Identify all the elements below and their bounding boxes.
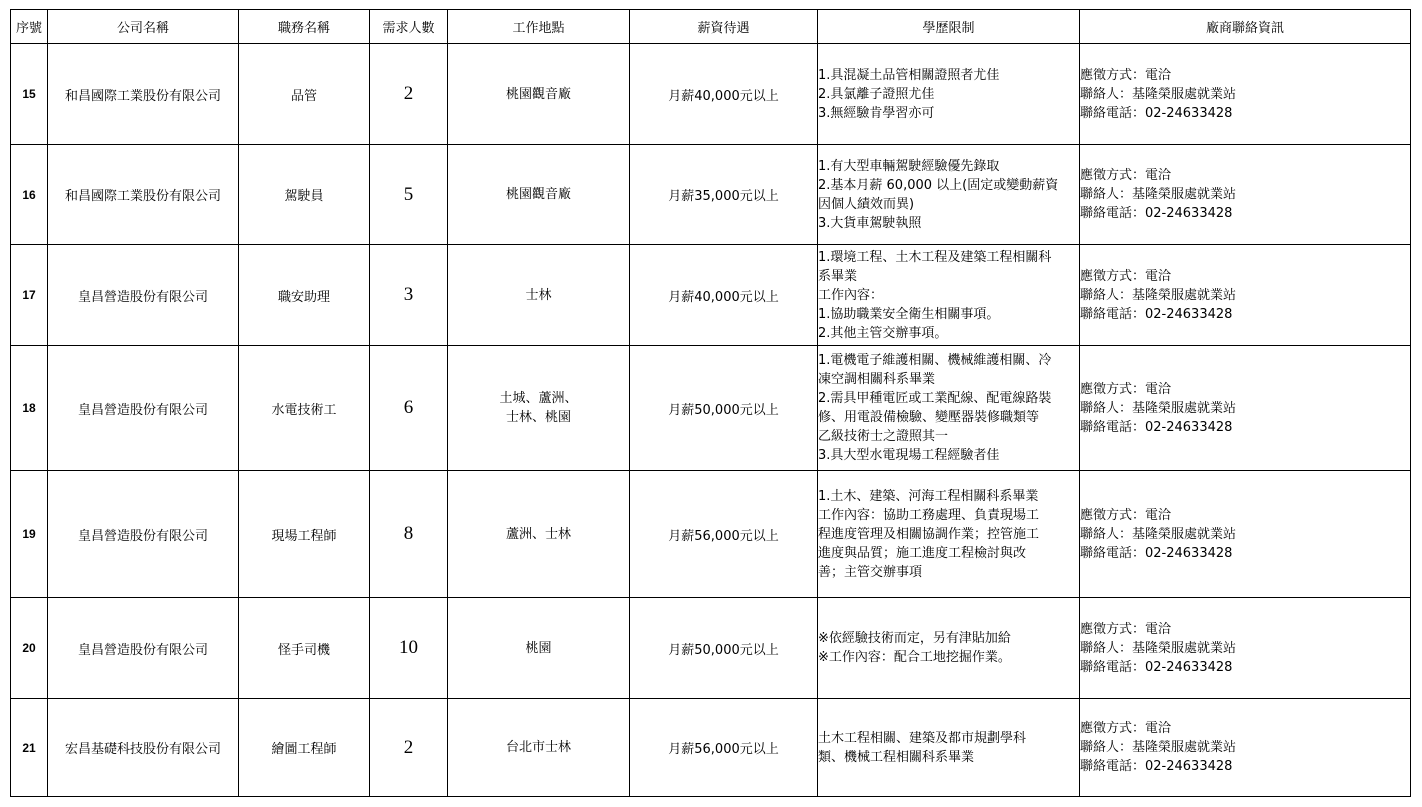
header-no: 序號 [11,10,48,44]
education-line: 乙級技術士之證照其一 [818,429,949,444]
header-row [11,10,1411,44]
contact-person: 聯絡人：基隆榮服處就業站 [1080,526,1237,542]
contact-info [1080,471,1411,598]
contact-person: 聯絡人：基隆榮服處就業站 [1080,86,1237,102]
work-location: 桃園觀音廠 [448,44,630,145]
table-row [11,44,1411,145]
education-requirements [818,245,1080,346]
education-requirements [818,44,1080,145]
headcount: 5 [370,145,448,245]
apply-method: 應徵方式：電洽 [1080,621,1172,637]
header-company: 公司名稱 [48,10,239,44]
work-location: 桃園 [448,598,630,699]
education-requirements [818,471,1080,598]
company-name: 皇昌營造股份有限公司 [48,471,239,598]
company-name: 皇昌營造股份有限公司 [48,598,239,699]
education-line: 3.具大型水電現場工程經驗者佳 [818,448,1000,463]
education-line: 工作內容： [818,287,884,303]
header-location: 工作地點 [448,10,630,44]
job-title: 怪手司機 [239,598,370,699]
work-location: 士林 [448,245,630,346]
contact-info [1080,145,1411,245]
job-title: 駕駛員 [239,145,370,245]
education-line: 2.具氯離子證照尤佳 [818,86,935,102]
contact-person: 聯絡人：基隆榮服處就業站 [1080,187,1237,202]
contact-info [1080,699,1411,797]
row-number: 16 [11,145,48,245]
header-salary: 薪資待遇 [630,10,818,44]
education-requirements [818,145,1080,245]
company-name: 皇昌營造股份有限公司 [48,346,239,471]
company-name: 宏昌基礎科技股份有限公司 [48,699,239,797]
contact-phone: 聯絡電話：02-24633428 [1080,306,1233,322]
contact-phone: 聯絡電話：02-24633428 [1080,759,1233,774]
education-line: 類、機械工程相關科系畢業 [818,749,975,765]
job-title: 職安助理 [239,245,370,346]
education-line: 系畢業 [818,268,858,284]
headcount: 6 [370,346,448,471]
education-line: 因個人績效而異) [818,196,915,212]
contact-person: 聯絡人：基隆榮服處就業站 [1080,400,1237,416]
education-line: ※依經驗技術而定，另有津貼加給 [818,631,1011,646]
headcount: 2 [370,699,448,797]
job-title: 品管 [239,44,370,145]
job-title: 現場工程師 [239,471,370,598]
education-line: 1.協助職業安全衛生相關事項。 [818,306,1000,322]
job-title: 水電技術工 [239,346,370,471]
location-line: 土城、蘆洲、 [499,391,578,406]
contact-phone: 聯絡電話：02-24633428 [1080,659,1233,675]
contact-phone: 聯絡電話：02-24633428 [1080,206,1233,221]
education-line: 善；主管交辦事項 [818,564,923,580]
education-requirements [818,346,1080,471]
education-line: 1.環境工程、土木工程及建築工程相關科 [818,249,1052,265]
education-line: 2.其他主管交辦事項。 [818,325,948,341]
row-number: 18 [11,346,48,471]
job-title: 繪圖工程師 [239,699,370,797]
salary: 月薪35,000元以上 [630,145,818,245]
job-listings-table [10,9,1411,797]
row-number: 20 [11,598,48,699]
headcount: 8 [370,471,448,598]
company-name: 和昌國際工業股份有限公司 [48,145,239,245]
contact-info [1080,245,1411,346]
apply-method: 應徵方式：電洽 [1080,721,1172,736]
education-line: 2.需具甲種電匠或工業配線、配電線路裝 [818,391,1052,406]
salary: 月薪50,000元以上 [630,346,818,471]
salary: 月薪40,000元以上 [630,245,818,346]
headcount: 10 [370,598,448,699]
salary: 月薪56,000元以上 [630,699,818,797]
education-requirements [818,598,1080,699]
salary: 月薪56,000元以上 [630,471,818,598]
education-line: 修、用電設備檢驗、變壓器裝修職類等 [818,410,1040,425]
education-line: 1.具混凝土品管相關證照者尤佳 [818,67,1000,83]
education-line: 進度與品質；施工進度工程檢討與改 [818,545,1027,561]
apply-method: 應徵方式：電洽 [1080,507,1172,523]
education-line: 工作內容：協助工務處理、負責現場工 [818,507,1040,523]
table-row [11,346,1411,471]
table-row [11,145,1411,245]
education-line: 程進度管理及相關協調作業；控管施工 [818,526,1040,542]
work-location [448,346,630,471]
apply-method: 應徵方式：電洽 [1080,381,1172,397]
header-count: 需求人數 [370,10,448,44]
row-number: 21 [11,699,48,797]
education-line: 2.基本月薪 60,000 以上(固定或變動薪資 [818,177,1059,193]
headcount: 2 [370,44,448,145]
work-location: 蘆洲、士林 [448,471,630,598]
table-row [11,699,1411,797]
header-education: 學歷限制 [818,10,1080,44]
salary: 月薪40,000元以上 [630,44,818,145]
contact-info [1080,598,1411,699]
education-line: ※工作內容：配合工地挖掘作業。 [818,650,1011,665]
apply-method: 應徵方式：電洽 [1080,67,1172,83]
location-line: 士林、桃園 [505,410,571,425]
contact-person: 聯絡人：基隆榮服處就業站 [1080,640,1237,656]
row-number: 17 [11,245,48,346]
education-line: 1.有大型車輛駕駛經驗優先錄取 [818,158,1000,174]
education-line: 3.無經驗肯學習亦可 [818,105,935,121]
education-line: 1.電機電子維護相關、機械維護相關、冷 [818,353,1052,368]
table-row [11,245,1411,346]
salary: 月薪50,000元以上 [630,598,818,699]
row-number: 19 [11,471,48,598]
work-location: 桃園觀音廠 [448,145,630,245]
contact-person: 聯絡人：基隆榮服處就業站 [1080,740,1237,755]
headcount: 3 [370,245,448,346]
education-line: 3.大貨車駕駛執照 [818,215,922,231]
table-row [11,471,1411,598]
education-requirements [818,699,1080,797]
contact-info [1080,346,1411,471]
contact-phone: 聯絡電話：02-24633428 [1080,105,1233,121]
row-number: 15 [11,44,48,145]
contact-phone: 聯絡電話：02-24633428 [1080,419,1233,435]
header-title: 職務名稱 [239,10,370,44]
contact-person: 聯絡人：基隆榮服處就業站 [1080,287,1237,303]
education-line: 1.土木、建築、河海工程相關科系畢業 [818,488,1039,504]
apply-method: 應徵方式：電洽 [1080,268,1172,284]
education-line: 凍空調相關科系畢業 [818,372,936,387]
work-location: 台北市士林 [448,699,630,797]
contact-info [1080,44,1411,145]
education-line: 土木工程相關、建築及都市規劃學科 [818,730,1027,746]
company-name: 皇昌營造股份有限公司 [48,245,239,346]
company-name: 和昌國際工業股份有限公司 [48,44,239,145]
table-row [11,598,1411,699]
contact-phone: 聯絡電話：02-24633428 [1080,545,1233,561]
apply-method: 應徵方式：電洽 [1080,168,1172,183]
header-contact: 廠商聯絡資訊 [1080,10,1411,44]
